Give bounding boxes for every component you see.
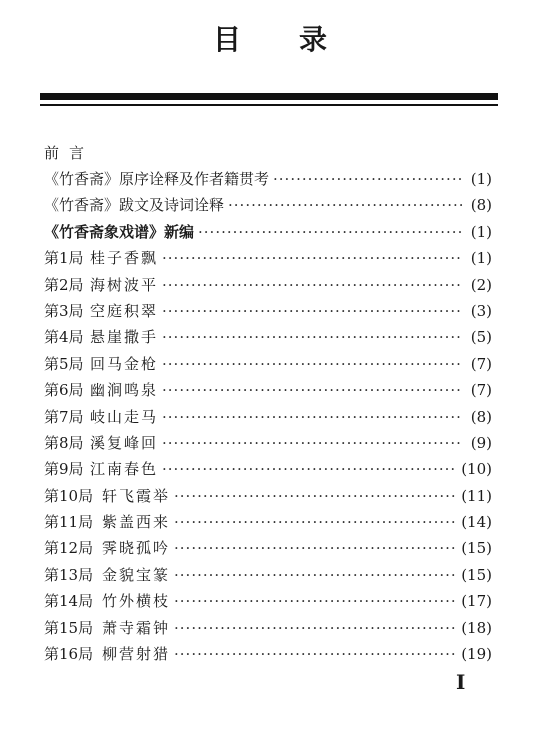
toc-entry-page: (8) — [470, 196, 492, 215]
dot-leader — [198, 219, 462, 245]
game-page: (15) — [461, 539, 492, 558]
dot-leader — [228, 192, 462, 218]
dot-leader — [162, 351, 462, 377]
toc-entry-page: (1) — [470, 170, 492, 188]
toc-game-entry[interactable] — [44, 615, 492, 641]
dot-leader — [174, 615, 457, 641]
game-number: 第12局 — [44, 539, 94, 558]
toc-entry-title: 《竹香斋》跋文及诗词诠释 — [44, 196, 225, 215]
game-page: (8) — [470, 407, 492, 426]
game-number: 第10局 — [44, 486, 94, 505]
game-name: 江南春色 — [90, 460, 159, 479]
dot-leader — [162, 324, 462, 350]
toc-game-entry[interactable] — [44, 298, 492, 324]
game-name: 轩飞霞举 — [102, 486, 171, 505]
toc-game-entry[interactable] — [44, 245, 492, 271]
game-number: 第8局 — [44, 433, 84, 452]
game-number: 第16局 — [44, 645, 94, 664]
toc-entry[interactable] — [44, 192, 492, 218]
toc-game-entry[interactable] — [44, 324, 492, 350]
game-name: 萧寺霜钟 — [102, 618, 171, 637]
game-number: 第9局 — [44, 460, 84, 479]
game-number: 第13局 — [44, 565, 94, 584]
toc-preface[interactable]: 前言 — [44, 144, 95, 162]
game-name: 竹外横枝 — [102, 592, 171, 611]
dot-leader — [162, 298, 462, 324]
game-page: (15) — [461, 565, 492, 584]
toc-entry[interactable] — [44, 219, 492, 245]
toc-game-entry[interactable] — [44, 272, 492, 298]
toc-game-entry[interactable] — [44, 483, 492, 509]
game-number: 第1局 — [44, 249, 84, 268]
page-folio: I — [456, 670, 466, 694]
title-rule-thick — [40, 93, 498, 100]
toc-game-entry[interactable] — [44, 377, 492, 403]
dot-leader — [162, 456, 457, 482]
toc-game-entry[interactable] — [44, 430, 492, 456]
dot-leader — [273, 166, 462, 192]
toc-game-entry[interactable] — [44, 588, 492, 614]
game-name: 空庭积翠 — [90, 301, 159, 320]
dot-leader — [174, 483, 457, 509]
game-number: 第3局 — [44, 301, 84, 320]
game-number: 第7局 — [44, 407, 84, 426]
toc-game-entry[interactable] — [44, 456, 492, 482]
dot-leader — [162, 404, 462, 430]
game-number: 第5局 — [44, 354, 84, 373]
toc-game-entry[interactable] — [44, 404, 492, 430]
game-page: (14) — [461, 513, 492, 532]
game-page: (3) — [470, 301, 492, 320]
game-number: 第14局 — [44, 592, 94, 611]
game-page: (11) — [461, 486, 492, 505]
toc-game-entry[interactable] — [44, 535, 492, 561]
game-number: 第2局 — [44, 275, 84, 294]
game-page: (1) — [470, 249, 492, 268]
game-page: (5) — [470, 328, 492, 347]
toc-entry-page: (1) — [470, 222, 492, 241]
toc-game-entry[interactable] — [44, 562, 492, 588]
game-page: (19) — [461, 645, 492, 664]
game-page: (7) — [470, 381, 492, 400]
dot-leader — [162, 272, 462, 298]
game-name: 金貌宝篆 — [102, 565, 171, 584]
game-name: 幽涧鸣泉 — [90, 381, 159, 400]
table-of-contents — [44, 140, 492, 667]
game-name: 紫盖西来 — [102, 513, 171, 532]
game-name: 霁晓孤吟 — [102, 539, 171, 558]
game-number: 第4局 — [44, 328, 84, 347]
game-page: (10) — [461, 460, 492, 479]
game-page: (18) — [461, 618, 492, 637]
game-name: 岐山走马 — [90, 407, 159, 426]
game-name: 溪复峰回 — [90, 433, 159, 452]
toc-entry[interactable] — [44, 166, 492, 192]
dot-leader — [162, 377, 462, 403]
toc-game-entry[interactable] — [44, 351, 492, 377]
game-page: (9) — [470, 433, 492, 452]
game-page: (7) — [470, 354, 492, 373]
game-number: 第6局 — [44, 381, 84, 400]
title-rule-thin — [40, 104, 498, 106]
game-name: 桂子香飘 — [90, 249, 159, 268]
page-title: 目录 — [212, 23, 385, 56]
game-number: 第15局 — [44, 618, 94, 637]
toc-game-entry[interactable] — [44, 509, 492, 535]
game-page: (2) — [470, 275, 492, 294]
dot-leader — [174, 535, 457, 561]
game-name: 悬崖撒手 — [90, 328, 159, 347]
game-name: 柳营射猎 — [102, 645, 171, 664]
dot-leader — [174, 562, 457, 588]
dot-leader — [162, 430, 462, 456]
dot-leader — [174, 641, 457, 667]
game-page: (17) — [461, 592, 492, 611]
toc-entry-title: 《竹香斋象戏谱》新编 — [44, 222, 195, 241]
dot-leader — [162, 245, 462, 271]
toc-entry-title: 《竹香斋》原序诠释及作者籍贯考 — [44, 170, 270, 188]
toc-game-entry[interactable] — [44, 641, 492, 667]
game-name: 回马金枪 — [90, 354, 159, 373]
dot-leader — [174, 509, 457, 535]
dot-leader — [174, 588, 457, 614]
game-name: 海树波平 — [90, 275, 159, 294]
game-number: 第11局 — [44, 513, 94, 532]
